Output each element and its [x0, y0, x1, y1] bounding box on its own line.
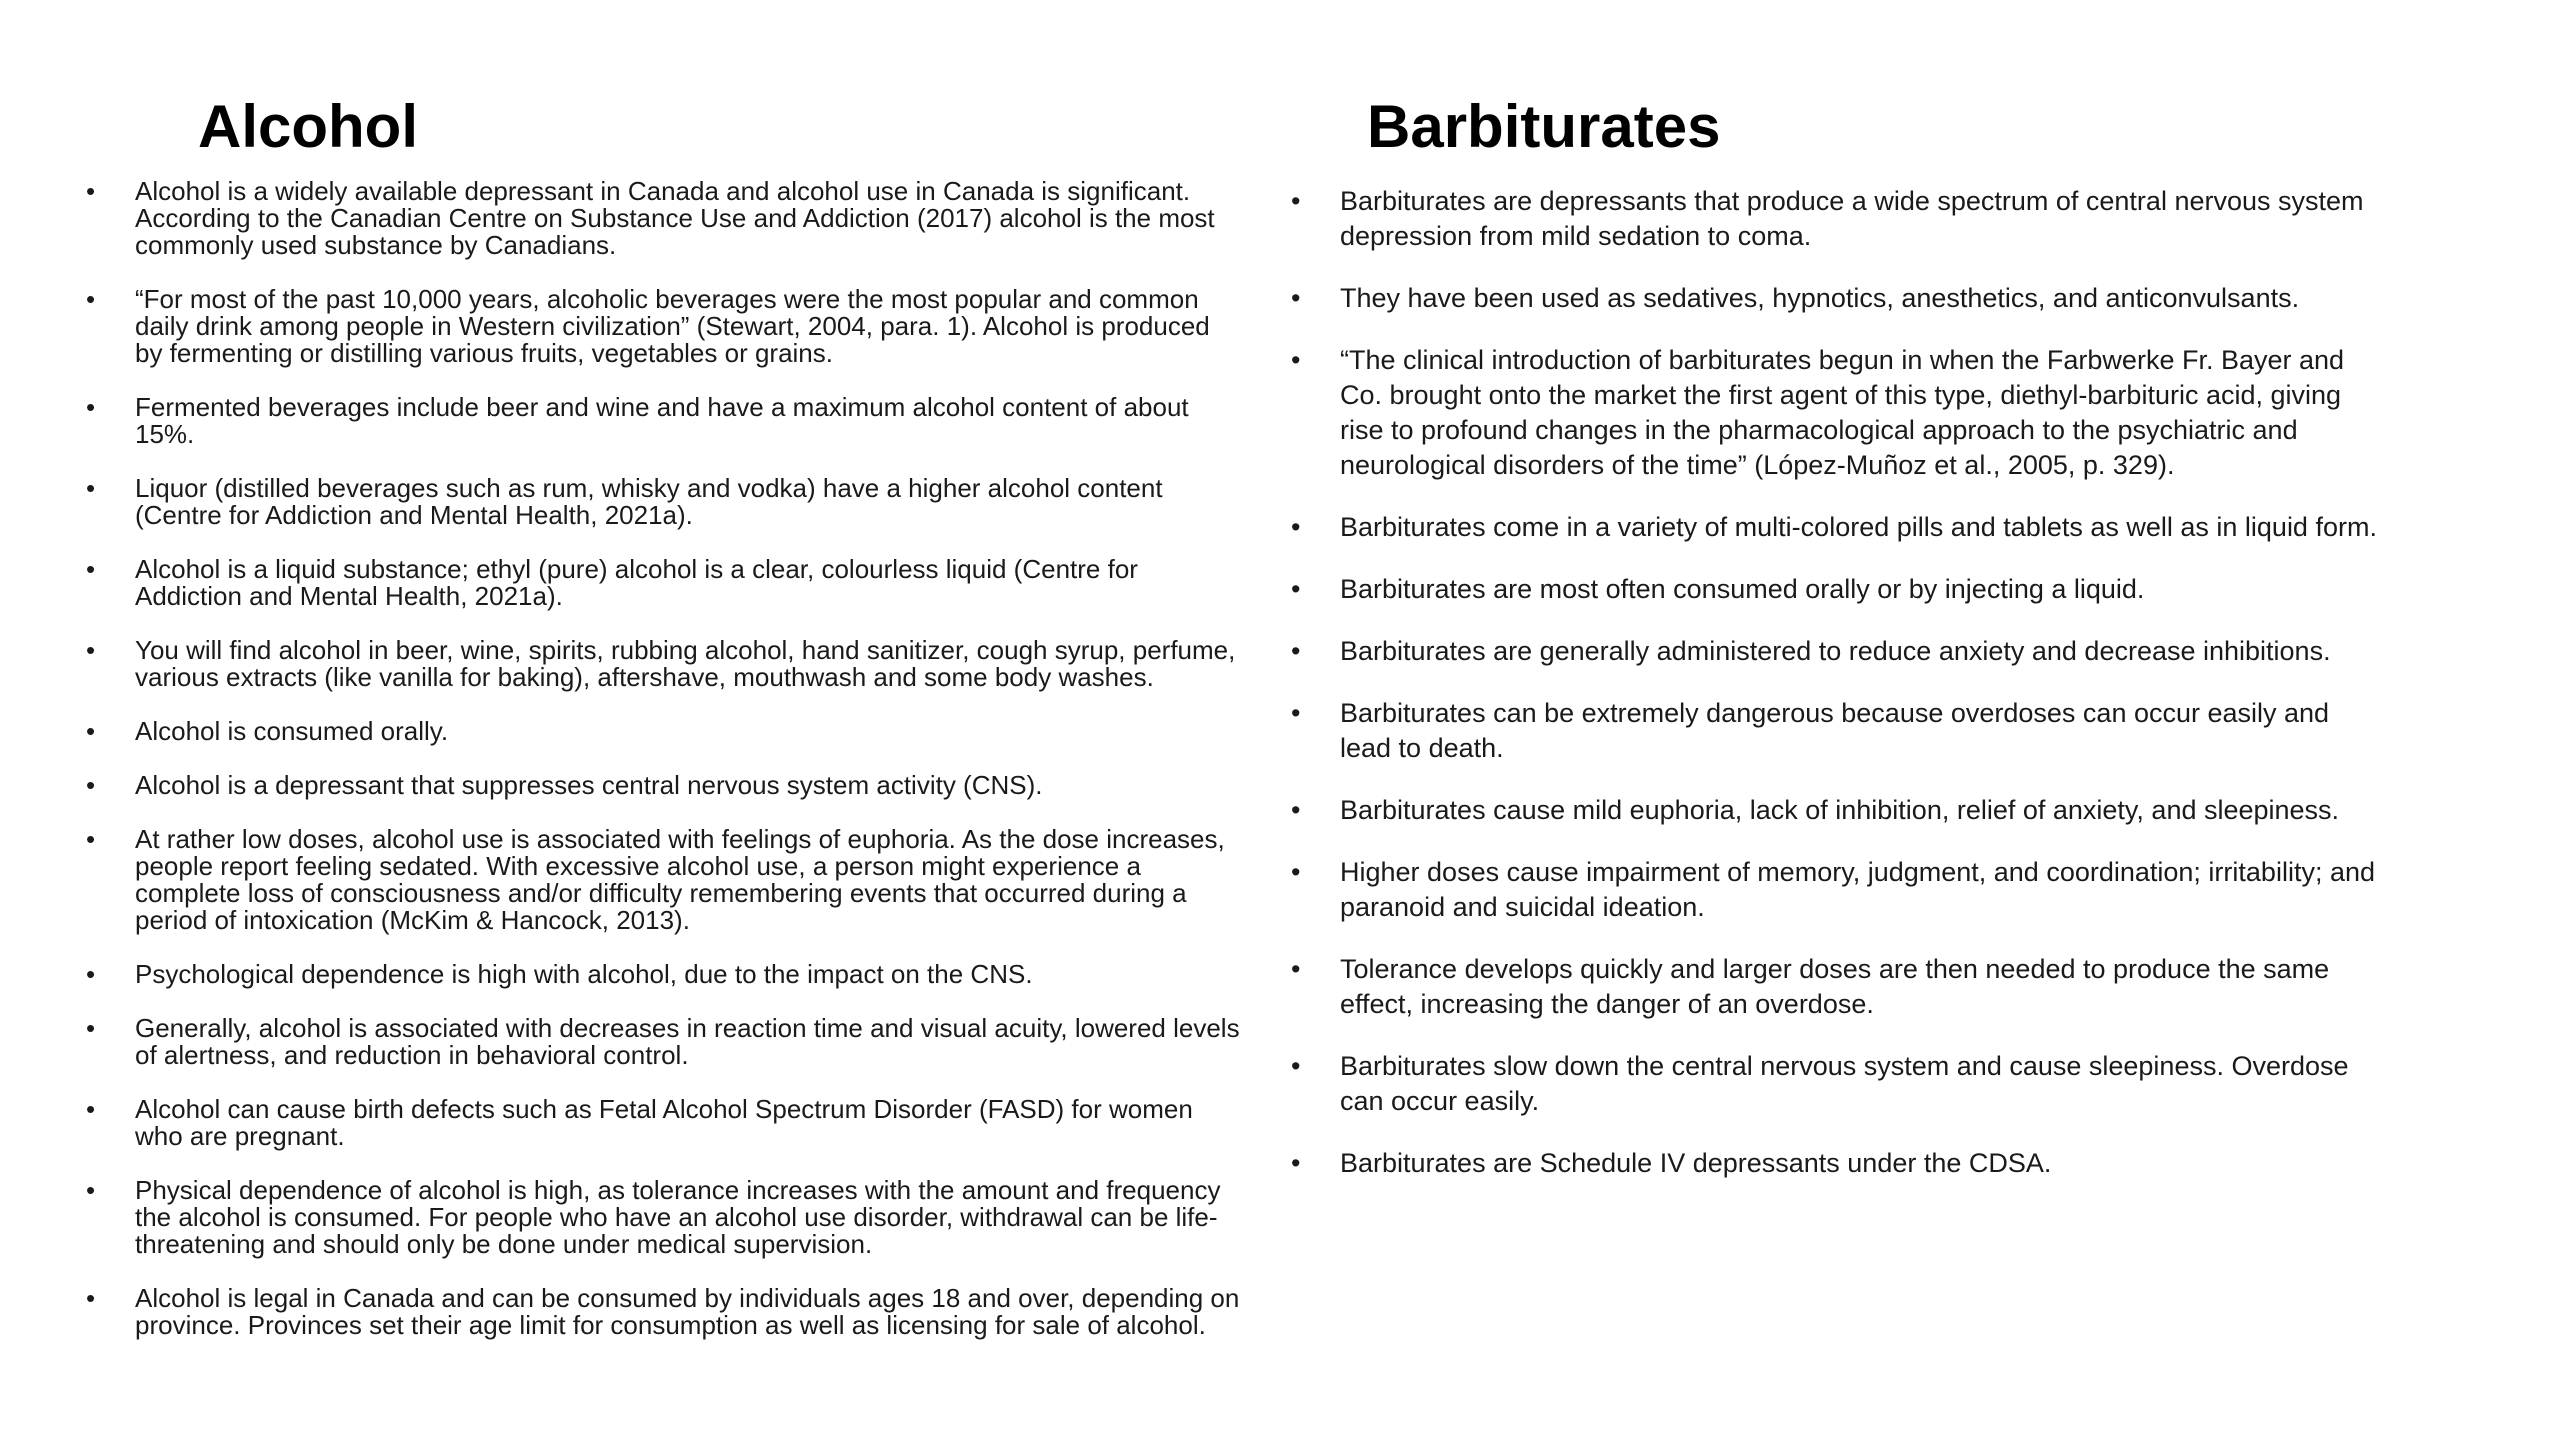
alcohol-bullet: • Alcohol can cause birth defects such as Fetal Alcohol Spectrum Disorder (FASD) for women who are pregnant. — [80, 1096, 1240, 1150]
barbiturates-bullet: • Barbiturates can be extremely dangerous because overdoses can occur easily and lead to death. — [1285, 696, 2385, 766]
alcohol-column — [80, 88, 1240, 1366]
alcohol-bullet: • Generally, alcohol is associated with decreases in reaction time and visual acuity, lowered levels of alertness, and reduction in behavioral control. — [80, 1015, 1240, 1069]
alcohol-bullet: • Alcohol is consumed orally. — [80, 718, 1240, 745]
barbiturates-bullet: • Barbiturates cause mild euphoria, lack of inhibition, relief of anxiety, and sleepiness. — [1285, 793, 2385, 828]
barbiturates-bullet: • Higher doses cause impairment of memory, judgment, and coordination; irritability; and paranoid and suicidal ideation. — [1285, 855, 2385, 925]
alcohol-bullet: • Liquor (distilled beverages such as rum, whisky and vodka) have a higher alcohol content (Centre for Addiction and Mental Health, 2021a). — [80, 475, 1240, 529]
barbiturates-bullet: • Barbiturates are generally administered to reduce anxiety and decrease inhibitions. — [1285, 634, 2385, 669]
barbiturates-bullet: • “The clinical introduction of barbiturates begun in when the Farbwerke Fr. Bayer and Co. brought onto the market the first agent of this type, diethyl-barbituric acid, giving rise to profound changes in the pharmacological approach to the psychiatric and neurological disorders of the time” (López-Muñoz et al., 2005, p. 329). — [1285, 343, 2385, 483]
alcohol-bullet: • Fermented beverages include beer and wine and have a maximum alcohol content of about 15%. — [80, 394, 1240, 448]
alcohol-heading: Alcohol — [198, 93, 418, 160]
barbiturates-bullet: • Barbiturates are Schedule IV depressants under the CDSA. — [1285, 1146, 2385, 1181]
barbiturates-bullet: • They have been used as sedatives, hypnotics, anesthetics, and anticonvulsants. — [1285, 281, 2385, 316]
barbiturates-bullet: • Barbiturates slow down the central nervous system and cause sleepiness. Overdose can occur easily. — [1285, 1049, 2385, 1119]
alcohol-bullet: • Alcohol is legal in Canada and can be consumed by individuals ages 18 and over, depending on province. Provinces set their age limit for consumption as well as licensing for sale of alcohol. — [80, 1285, 1240, 1339]
barbiturates-bullet: • Barbiturates are most often consumed orally or by injecting a liquid. — [1285, 572, 2385, 607]
alcohol-bullet: • Psychological dependence is high with alcohol, due to the impact on the CNS. — [80, 961, 1240, 988]
alcohol-bullet: • Alcohol is a liquid substance; ethyl (pure) alcohol is a clear, colourless liquid (Centre for Addiction and Mental Health, 2021a). — [80, 556, 1240, 610]
barbiturates-heading: Barbiturates — [1367, 93, 1721, 160]
alcohol-bullet: • At rather low doses, alcohol use is associated with feelings of euphoria. As the dose increases, people report feeling sedated. With excessive alcohol use, a person might experience a complete loss of consciousness and/or difficulty remembering events that occurred during a period of intoxication (McKim & Hancock, 2013). — [80, 826, 1240, 934]
barbiturates-bullet: • Barbiturates are depressants that produce a wide spectrum of central nervous system depression from mild sedation to coma. — [1285, 184, 2385, 254]
alcohol-bullet: • You will find alcohol in beer, wine, spirits, rubbing alcohol, hand sanitizer, cough syrup, perfume, various extracts (like vanilla for baking), aftershave, mouthwash and some body washes. — [80, 637, 1240, 691]
alcohol-bullet: • Physical dependence of alcohol is high, as tolerance increases with the amount and frequency the alcohol is consumed. For people who have an alcohol use disorder, withdrawal can be life-threatening and should only be done under medical supervision. — [80, 1177, 1240, 1258]
barbiturates-bullet-list — [1285, 184, 2385, 1181]
barbiturates-column — [1285, 88, 2385, 1208]
alcohol-bullet-list — [80, 178, 1240, 1339]
alcohol-bullet: • Alcohol is a widely available depressant in Canada and alcohol use in Canada is significant. According to the Canadian Centre on Substance Use and Addiction (2017) alcohol is the most commonly used substance by Canadians. — [80, 178, 1240, 259]
alcohol-bullet: • Alcohol is a depressant that suppresses central nervous system activity (CNS). — [80, 772, 1240, 799]
barbiturates-bullet: • Barbiturates come in a variety of multi-colored pills and tablets as well as in liquid form. — [1285, 510, 2385, 545]
barbiturates-bullet: • Tolerance develops quickly and larger doses are then needed to produce the same effect, increasing the danger of an overdose. — [1285, 952, 2385, 1022]
alcohol-bullet: • “For most of the past 10,000 years, alcoholic beverages were the most popular and common daily drink among people in Western civilization” (Stewart, 2004, para. 1). Alcohol is produced by fermenting or distilling various fruits, vegetables or grains. — [80, 286, 1240, 367]
